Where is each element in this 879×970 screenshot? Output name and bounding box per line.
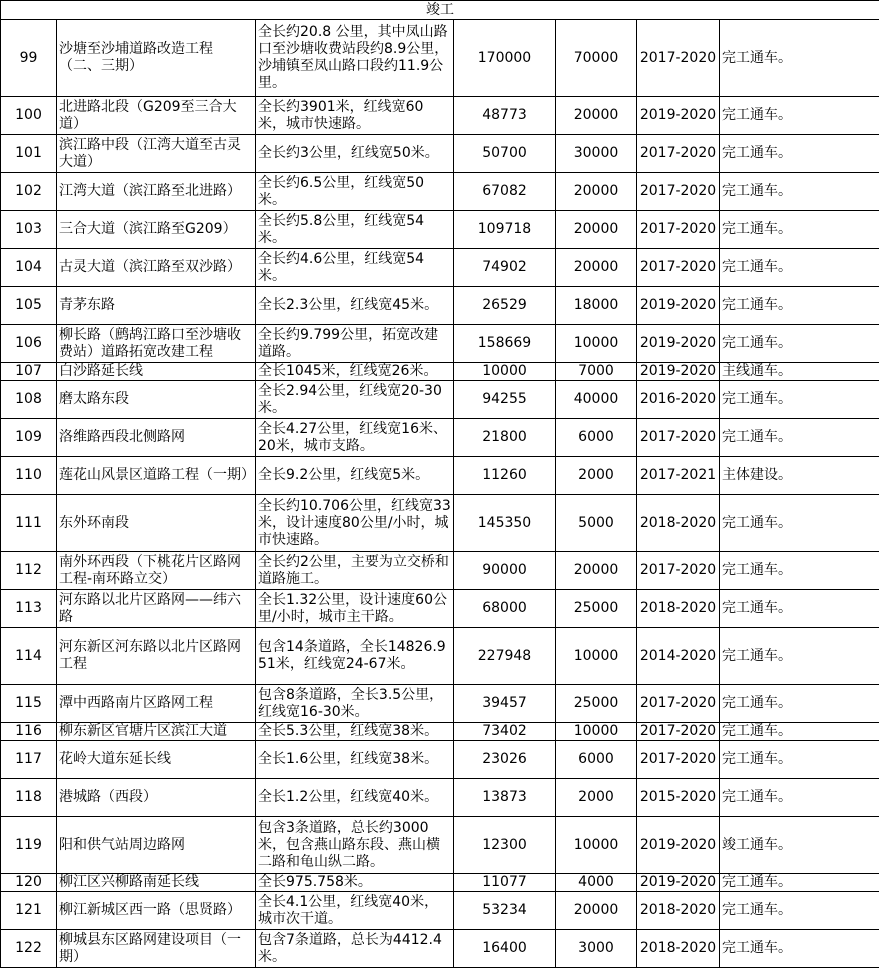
project-name: 柳城县东区路网建设项目（一期） [57,930,256,968]
project-name: 古灵大道（滨江路至双沙路） [57,249,256,287]
progress-status: 完工通车。 [720,495,879,552]
total-investment: 26529 [454,287,556,325]
construction-period: 2019-2020 [637,817,720,874]
project-name: 花岭大道东延长线 [57,741,256,779]
annual-investment: 6000 [556,741,637,779]
row-number: 114 [1,628,57,685]
table-row [1,779,879,817]
progress-status: 完工通车。 [720,892,879,930]
annual-investment: 70000 [556,20,637,97]
construction-period: 2017-2020 [637,741,720,779]
project-name: 柳长路（鹧鸪江路口至沙塘收费站）道路拓宽改建工程 [57,325,256,363]
project-name: 柳江区兴柳路南延长线 [57,874,256,892]
project-description: 全长约3公里，红线宽50米。 [256,135,454,173]
construction-period: 2017-2020 [637,173,720,211]
progress-status: 完工通车。 [720,874,879,892]
annual-investment: 20000 [556,211,637,249]
project-name: 潭中西路南片区路网工程 [57,685,256,723]
progress-status: 完工通车。 [720,381,879,419]
project-name: 河东路以北片区路网——纬六路 [57,590,256,628]
construction-period: 2017-2020 [637,249,720,287]
row-number: 112 [1,552,57,590]
project-description: 全长约20.8 公里，其中凤山路口至沙塘收费站段约8.9公里，沙埔镇至凤山路口段约11.9公里。 [256,20,454,97]
project-description: 包含14条道路，全长14826.951米，红线宽24-67米。 [256,628,454,685]
construction-period: 2018-2020 [637,892,720,930]
project-description: 全长1045米，红线宽26米。 [256,363,454,381]
progress-status: 主线通车。 [720,363,879,381]
construction-period: 2019-2020 [637,287,720,325]
annual-investment: 10000 [556,325,637,363]
annual-investment: 20000 [556,892,637,930]
total-investment: 12300 [454,817,556,874]
table-row [1,325,879,363]
total-investment: 109718 [454,211,556,249]
total-investment: 67082 [454,173,556,211]
total-investment: 90000 [454,552,556,590]
row-number: 113 [1,590,57,628]
table-row [1,419,879,457]
progress-status: 完工通车。 [720,552,879,590]
total-investment: 53234 [454,892,556,930]
construction-period: 2016-2020 [637,381,720,419]
progress-status: 完工通车。 [720,628,879,685]
construction-period: 2019-2020 [637,325,720,363]
project-description: 全长约4.6公里，红线宽54米。 [256,249,454,287]
progress-status: 完工通车。 [720,685,879,723]
row-number: 111 [1,495,57,552]
project-description: 全长1.32公里，设计速度60公里/小时，城市主干路。 [256,590,454,628]
annual-investment: 10000 [556,817,637,874]
project-description: 全长约10.706公里，红线宽33米，设计速度80公里/小时，城市快速路。 [256,495,454,552]
project-description: 全长4.1公里，红线宽40米，城市次干道。 [256,892,454,930]
row-number: 120 [1,874,57,892]
total-investment: 73402 [454,723,556,741]
total-investment: 170000 [454,20,556,97]
annual-investment: 7000 [556,363,637,381]
table-row [1,381,879,419]
project-description: 全长2.3公里，红线宽45米。 [256,287,454,325]
total-investment: 21800 [454,419,556,457]
construction-period: 2018-2020 [637,590,720,628]
project-description: 全长2.94公里，红线宽20-30米。 [256,381,454,419]
annual-investment: 4000 [556,874,637,892]
project-description: 包含8条道路，全长3.5公里，红线宽16-30米。 [256,685,454,723]
project-description: 包含7条道路，总长为4412.4米。 [256,930,454,968]
progress-status: 竣工通车。 [720,817,879,874]
table-row [1,495,879,552]
project-name: 沙塘至沙埔道路改造工程（二、三期） [57,20,256,97]
row-number: 106 [1,325,57,363]
row-number: 119 [1,817,57,874]
table-row [1,892,879,930]
row-number: 99 [1,20,57,97]
construction-period: 2018-2020 [637,930,720,968]
construction-period: 2017-2020 [637,552,720,590]
progress-status: 主体建设。 [720,457,879,495]
row-number: 115 [1,685,57,723]
table-row [1,817,879,874]
annual-investment: 20000 [556,249,637,287]
project-description: 全长975.758米。 [256,874,454,892]
table-row [1,552,879,590]
project-name: 莲花山风景区道路工程（一期） [57,457,256,495]
row-number: 108 [1,381,57,419]
project-description: 包含3条道路，总长约3000米，包含燕山路东段、燕山横二路和龟山纵二路。 [256,817,454,874]
table-row [1,173,879,211]
construction-period: 2017-2020 [637,20,720,97]
annual-investment: 10000 [556,723,637,741]
construction-period: 2017-2020 [637,211,720,249]
progress-status: 完工通车。 [720,325,879,363]
table-row [1,723,879,741]
progress-status: 完工通车。 [720,173,879,211]
row-number: 122 [1,930,57,968]
progress-status: 完工通车。 [720,741,879,779]
total-investment: 13873 [454,779,556,817]
project-name: 柳东新区官塘片区滨江大道 [57,723,256,741]
table-row [1,211,879,249]
project-description: 全长约2公里，主要为立交桥和道路施工。 [256,552,454,590]
project-name: 三合大道（滨江路至G209） [57,211,256,249]
project-name: 滨江路中段（江湾大道至古灵大道） [57,135,256,173]
row-number: 102 [1,173,57,211]
annual-investment: 25000 [556,685,637,723]
total-investment: 50700 [454,135,556,173]
project-description: 全长约6.5公里，红线宽50米。 [256,173,454,211]
total-investment: 11077 [454,874,556,892]
progress-status: 完工通车。 [720,249,879,287]
table-row [1,930,879,968]
annual-investment: 5000 [556,495,637,552]
construction-period: 2019-2020 [637,97,720,135]
total-investment: 94255 [454,381,556,419]
project-name: 东外环南段 [57,495,256,552]
annual-investment: 25000 [556,590,637,628]
row-number: 110 [1,457,57,495]
table-row [1,20,879,97]
project-name: 阳和供气站周边路网 [57,817,256,874]
construction-period: 2017-2020 [637,419,720,457]
progress-status: 完工通车。 [720,135,879,173]
project-description: 全长约3901米，红线宽60米，城市快速路。 [256,97,454,135]
project-name: 北进路北段（G209至三合大道） [57,97,256,135]
annual-investment: 6000 [556,419,637,457]
table-row [1,590,879,628]
row-number: 101 [1,135,57,173]
table-row [1,874,879,892]
project-name: 河东新区河东路以北片区路网工程 [57,628,256,685]
total-investment: 10000 [454,363,556,381]
row-number: 100 [1,97,57,135]
total-investment: 227948 [454,628,556,685]
project-name: 柳江新城区西一路（思贤路） [57,892,256,930]
row-number: 118 [1,779,57,817]
project-name: 白沙路延长线 [57,363,256,381]
table-row [1,741,879,779]
annual-investment: 3000 [556,930,637,968]
table-row [1,457,879,495]
construction-period: 2014-2020 [637,628,720,685]
table-row [1,685,879,723]
project-description: 全长约9.799公里，拓宽改建道路。 [256,325,454,363]
progress-status: 完工通车。 [720,287,879,325]
total-investment: 158669 [454,325,556,363]
row-number: 107 [1,363,57,381]
annual-investment: 18000 [556,287,637,325]
construction-period: 2018-2020 [637,495,720,552]
annual-investment: 40000 [556,381,637,419]
row-number: 105 [1,287,57,325]
project-name: 洛维路西段北侧路网 [57,419,256,457]
project-description: 全长约5.8公里，红线宽54米。 [256,211,454,249]
project-description: 全长1.6公里，红线宽38米。 [256,741,454,779]
project-name: 磨太路东段 [57,381,256,419]
progress-status: 完工通车。 [720,930,879,968]
project-description: 全长9.2公里，红线宽5米。 [256,457,454,495]
row-number: 116 [1,723,57,741]
table-row [1,249,879,287]
project-name: 南外环西段（下桃花片区路网工程-南环路立交） [57,552,256,590]
construction-period: 2017-2021 [637,457,720,495]
construction-period: 2017-2020 [637,723,720,741]
annual-investment: 2000 [556,457,637,495]
construction-period: 2017-2020 [637,685,720,723]
project-name: 青茅东路 [57,287,256,325]
row-number: 103 [1,211,57,249]
table-row [1,135,879,173]
construction-period: 2019-2020 [637,363,720,381]
total-investment: 74902 [454,249,556,287]
progress-status: 完工通车。 [720,590,879,628]
progress-status: 完工通车。 [720,211,879,249]
table-row [1,287,879,325]
total-investment: 16400 [454,930,556,968]
project-description: 全长5.3公里，红线宽38米。 [256,723,454,741]
annual-investment: 20000 [556,173,637,211]
construction-period: 2019-2020 [637,874,720,892]
row-number: 104 [1,249,57,287]
project-name: 江湾大道（滨江路至北进路） [57,173,256,211]
total-investment: 23026 [454,741,556,779]
section-header-row [1,1,879,20]
project-name: 港城路（西段） [57,779,256,817]
total-investment: 145350 [454,495,556,552]
row-number: 117 [1,741,57,779]
progress-status: 完工通车。 [720,419,879,457]
annual-investment: 10000 [556,628,637,685]
row-number: 109 [1,419,57,457]
table-row [1,97,879,135]
annual-investment: 20000 [556,97,637,135]
annual-investment: 2000 [556,779,637,817]
project-description: 全长1.2公里，红线宽40米。 [256,779,454,817]
progress-status: 完工通车。 [720,97,879,135]
total-investment: 68000 [454,590,556,628]
total-investment: 39457 [454,685,556,723]
row-number: 121 [1,892,57,930]
total-investment: 48773 [454,97,556,135]
progress-status: 完工通车。 [720,20,879,97]
section-title: 竣工 [1,1,879,20]
table-row [1,628,879,685]
construction-period: 2017-2020 [637,135,720,173]
annual-investment: 30000 [556,135,637,173]
project-description: 全长4.27公里，红线宽16米、20米，城市支路。 [256,419,454,457]
total-investment: 11260 [454,457,556,495]
progress-status: 完工通车。 [720,779,879,817]
construction-period: 2015-2020 [637,779,720,817]
progress-status: 完工通车。 [720,723,879,741]
annual-investment: 20000 [556,552,637,590]
table-row [1,363,879,381]
